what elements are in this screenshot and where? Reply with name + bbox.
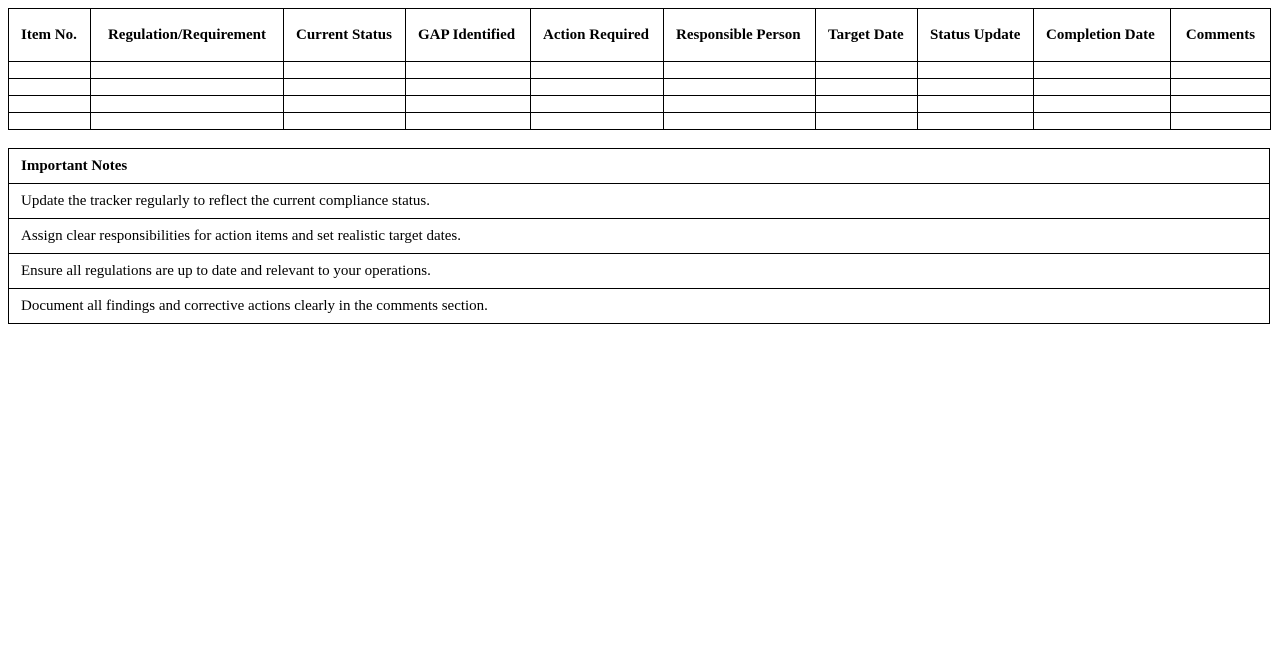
table-cell[interactable] [918, 62, 1034, 79]
table-cell[interactable] [664, 62, 816, 79]
note-row [9, 184, 1270, 219]
table-cell[interactable] [9, 96, 91, 113]
table-cell[interactable] [1034, 96, 1171, 113]
table-cell[interactable] [531, 96, 664, 113]
header-target-date: Target Date [816, 9, 918, 62]
table-row [9, 62, 1271, 79]
header-gap-identified: GAP Identified [406, 9, 531, 62]
table-cell[interactable] [1034, 62, 1171, 79]
table-cell[interactable] [664, 96, 816, 113]
header-current-status: Current Status [284, 9, 406, 62]
table-cell[interactable] [531, 62, 664, 79]
note-row [9, 219, 1270, 254]
table-row [9, 96, 1271, 113]
header-item-no: Item No. [9, 9, 91, 62]
table-cell[interactable] [531, 79, 664, 96]
table-cell[interactable] [91, 113, 284, 130]
table-cell[interactable] [406, 79, 531, 96]
header-action-required: Action Required [531, 9, 664, 62]
header-comments: Comments [1171, 9, 1271, 62]
table-cell[interactable] [816, 79, 918, 96]
table-row [9, 113, 1271, 130]
table-cell[interactable] [816, 96, 918, 113]
table-cell[interactable] [284, 96, 406, 113]
important-notes-table [8, 148, 1270, 324]
table-cell[interactable] [918, 96, 1034, 113]
table-cell[interactable] [284, 79, 406, 96]
note-row [9, 289, 1270, 324]
notes-title: Important Notes [9, 149, 1270, 184]
table-cell[interactable] [918, 113, 1034, 130]
table-cell[interactable] [406, 96, 531, 113]
table-cell[interactable] [91, 96, 284, 113]
table-cell[interactable] [284, 62, 406, 79]
note-item: Ensure all regulations are up to date and relevant to your operations. [9, 254, 1270, 289]
header-regulation-requirement: Regulation/Requirement [91, 9, 284, 62]
table-cell[interactable] [9, 79, 91, 96]
table-cell[interactable] [531, 113, 664, 130]
table-cell[interactable] [91, 79, 284, 96]
notes-header-row [9, 149, 1270, 184]
note-item: Document all findings and corrective actions clearly in the comments section. [9, 289, 1270, 324]
table-cell[interactable] [9, 62, 91, 79]
table-cell[interactable] [816, 62, 918, 79]
note-row [9, 254, 1270, 289]
table-cell[interactable] [9, 113, 91, 130]
table-cell[interactable] [816, 113, 918, 130]
table-cell[interactable] [284, 113, 406, 130]
table-cell[interactable] [664, 79, 816, 96]
table-cell[interactable] [1171, 62, 1271, 79]
header-status-update: Status Update [918, 9, 1034, 62]
table-row [9, 79, 1271, 96]
header-responsible-person: Responsible Person [664, 9, 816, 62]
table-cell[interactable] [1171, 79, 1271, 96]
table-cell[interactable] [91, 62, 284, 79]
compliance-tracker-table [8, 8, 1271, 130]
table-cell[interactable] [1034, 113, 1171, 130]
table-cell[interactable] [406, 113, 531, 130]
table-cell[interactable] [664, 113, 816, 130]
table-cell[interactable] [1034, 79, 1171, 96]
table-header-row [9, 9, 1271, 62]
table-cell[interactable] [1171, 113, 1271, 130]
table-cell[interactable] [1171, 96, 1271, 113]
note-item: Update the tracker regularly to reflect the current compliance status. [9, 184, 1270, 219]
table-cell[interactable] [918, 79, 1034, 96]
note-item: Assign clear responsibilities for action items and set realistic target dates. [9, 219, 1270, 254]
table-cell[interactable] [406, 62, 531, 79]
header-completion-date: Completion Date [1034, 9, 1171, 62]
